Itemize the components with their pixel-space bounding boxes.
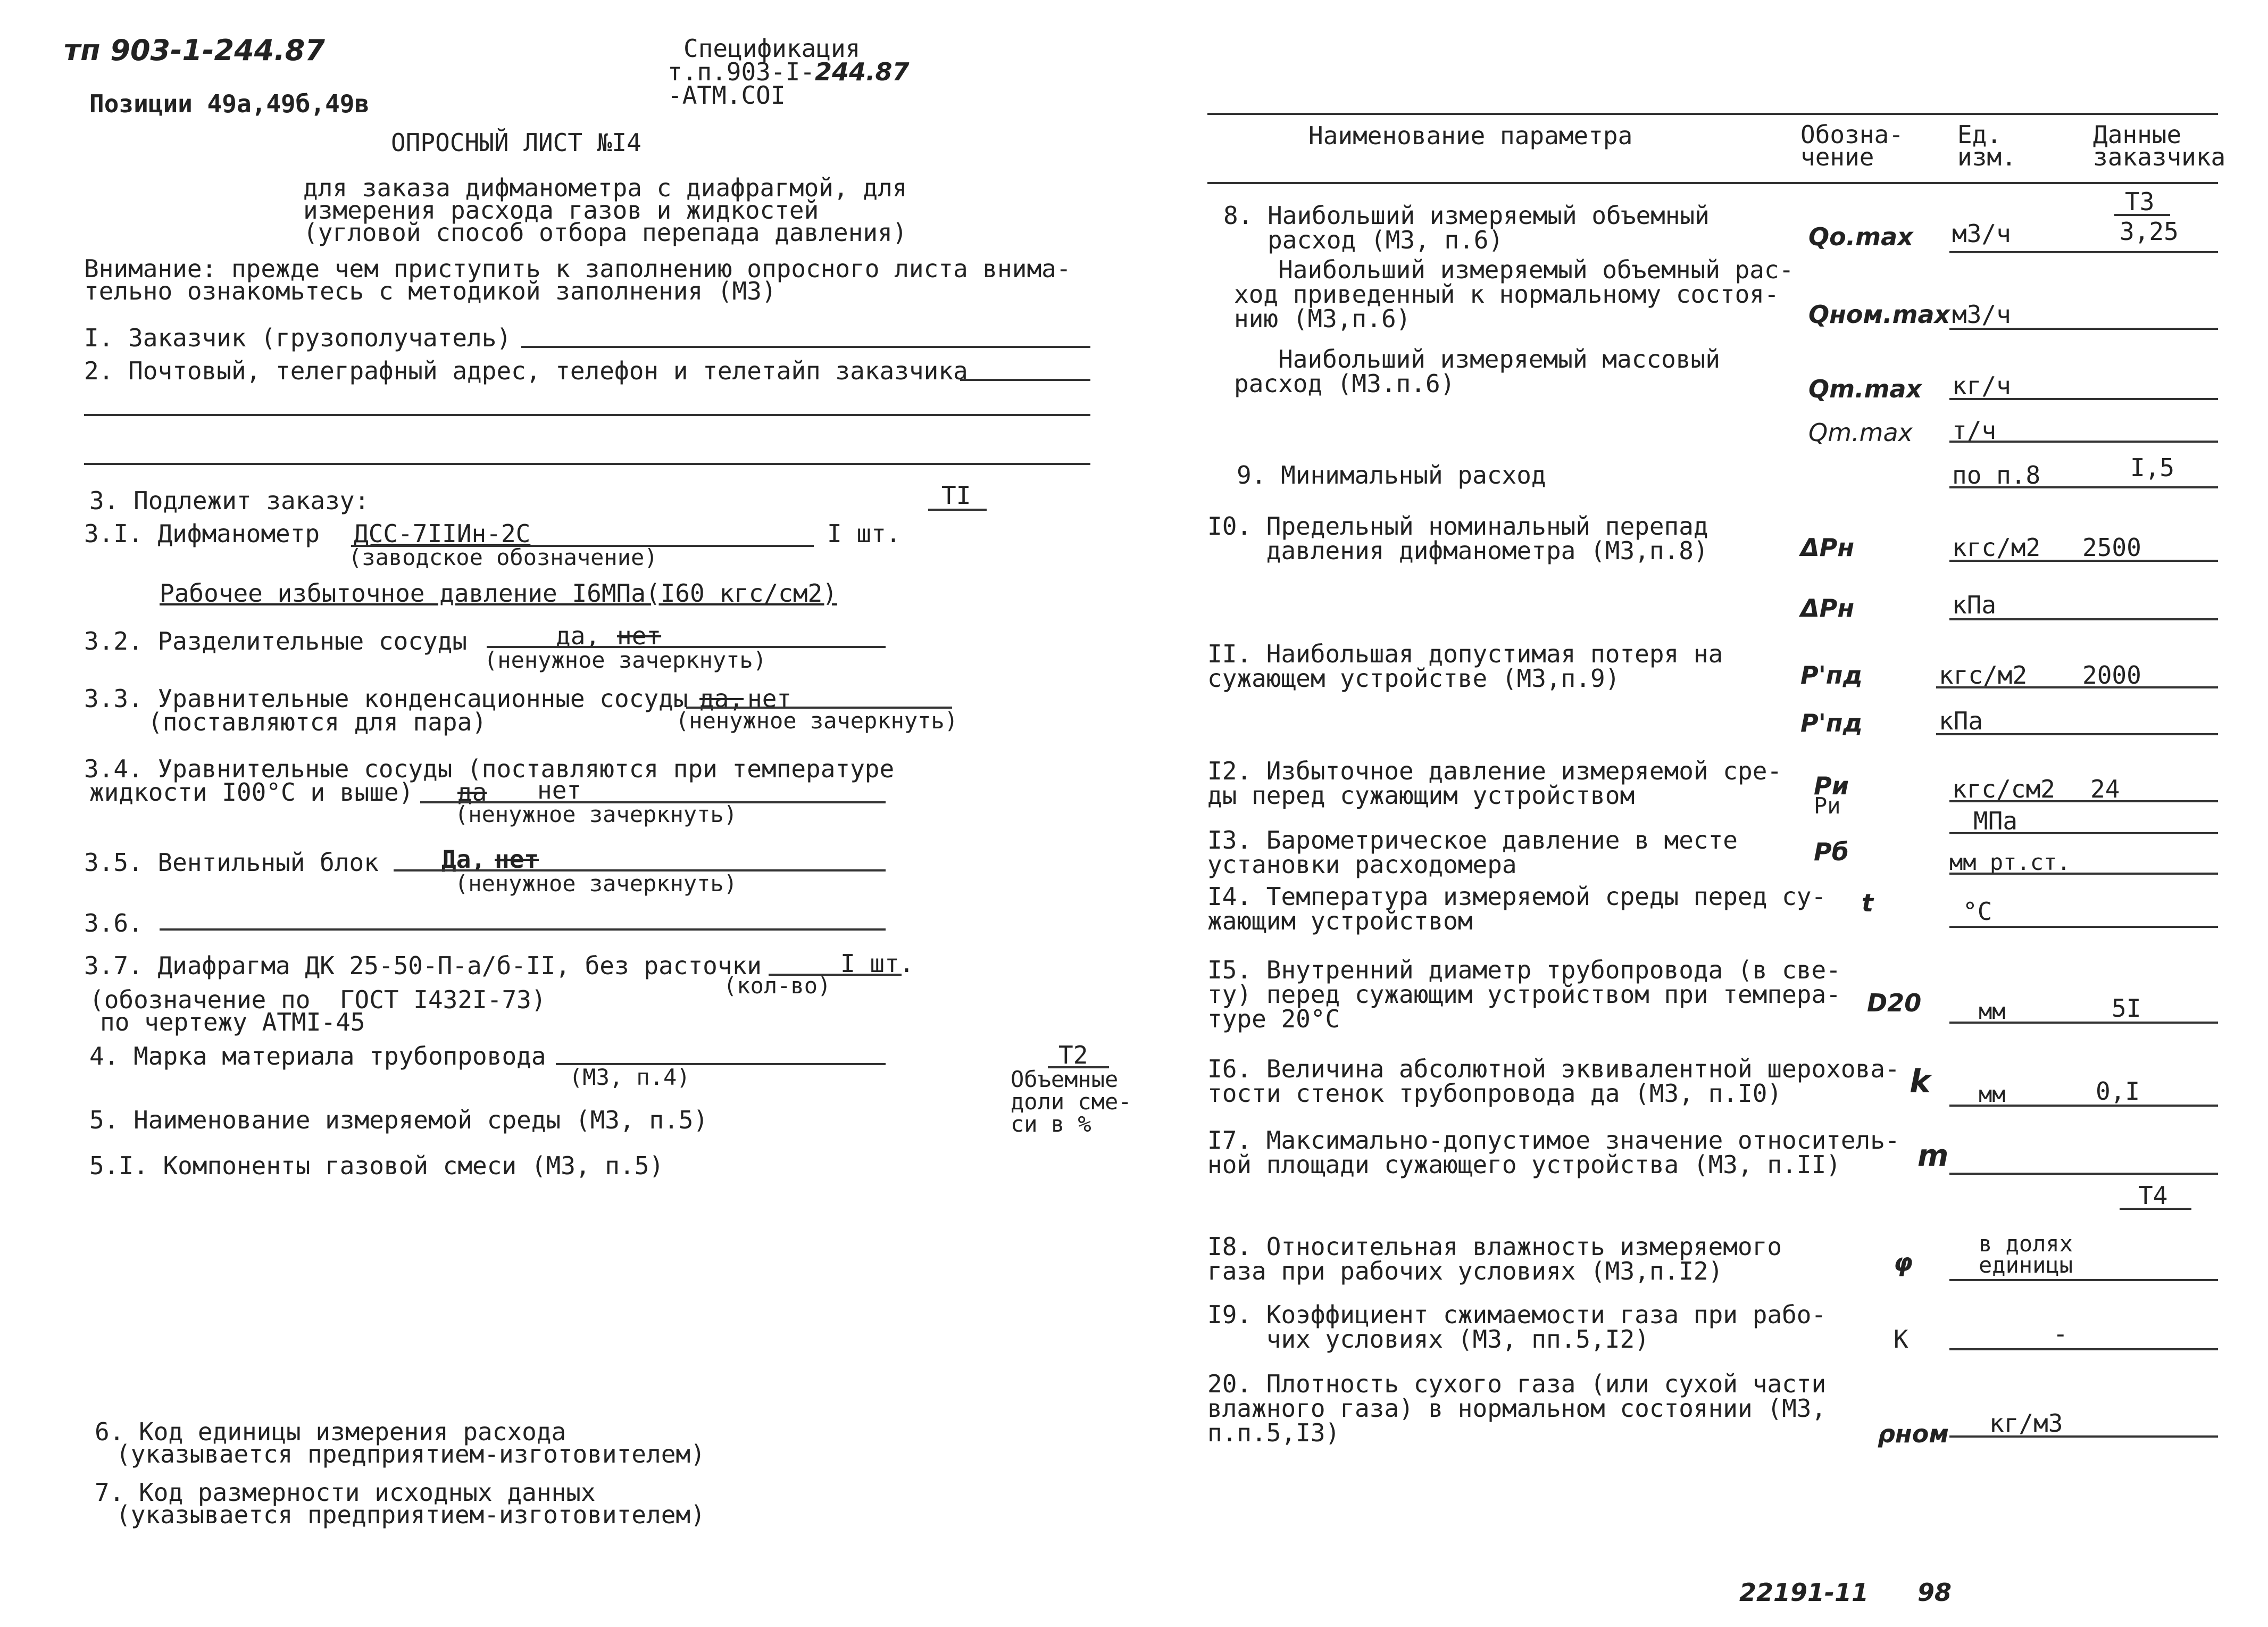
option-no: нет bbox=[747, 684, 792, 713]
table-marker-t2: T2 bbox=[1058, 1041, 1088, 1069]
row-10b-line bbox=[1949, 618, 2218, 620]
symbol-rho-nom: ρном bbox=[1878, 1420, 1949, 1448]
document-number: 22191-11 bbox=[1739, 1578, 1869, 1607]
unit-th: т/ч bbox=[1952, 416, 1997, 445]
row-10-line bbox=[1949, 560, 2218, 562]
unit-mpa: МПа bbox=[1973, 807, 2018, 835]
difmanometer-model: ДСС-7IIИн-2С bbox=[354, 519, 531, 548]
row-13-barometric: I3. Барометрическое давление в месте установки расходомера bbox=[1207, 826, 1738, 879]
diaphragm-qty: I шт. bbox=[840, 949, 914, 978]
row-8-line bbox=[1949, 251, 2218, 253]
symbol-p-b: Pб bbox=[1814, 837, 1849, 866]
option-yes-struck: да, bbox=[699, 684, 744, 713]
value-pressure-drop: 2500 bbox=[2082, 533, 2141, 562]
row-12-excess-pressure: I2. Избыточное давление измеряемой сре- ды перед сужающим устройством bbox=[1207, 757, 1782, 810]
drawing-reference: по чертежу АТМI-45 bbox=[100, 1008, 365, 1036]
row-8-mass-flow: Наибольший измеряемый массовый расход (МЗ.п.6) bbox=[1234, 345, 1720, 398]
row-14-temperature: I4. Температура измеряемой среды перед су- жающим устройством bbox=[1207, 882, 1827, 935]
value-max-flow: 3,25 bbox=[2120, 217, 2179, 246]
row-20-line bbox=[1949, 1435, 2218, 1438]
symbol-delta-p-n: ΔPн bbox=[1800, 533, 1855, 562]
page-number: 98 bbox=[1917, 1578, 1952, 1607]
row-16-roughness: I6. Величина абсолютной эквивалентной шерохова- тости стенок трубопровода да (МЗ, п.I0) bbox=[1207, 1055, 1900, 1108]
unit-kgf-cm2: кгс/см2 bbox=[1952, 775, 2055, 803]
item-3-order: 3. Подлежит заказу: bbox=[89, 486, 370, 515]
row-8b-line bbox=[1949, 328, 2218, 330]
t3-underline bbox=[2114, 214, 2170, 216]
item-6-note: (указывается предприятием-изготовителем) bbox=[116, 1440, 705, 1468]
item-6-flow-unit-code: 6. Код единицы измерения расхода bbox=[95, 1417, 566, 1446]
option-yes: Да, bbox=[441, 845, 486, 874]
unit-mm-hg: мм рт.ст. bbox=[1949, 849, 2071, 875]
table-marker-t4: T4 bbox=[2138, 1181, 2168, 1210]
item-3-4-line-2: жидкости I00°С и выше) bbox=[89, 778, 414, 807]
unit-celsius: °С bbox=[1963, 897, 1992, 926]
option-yes: да, bbox=[556, 621, 601, 650]
spec-number-2: -АТМ.СОI bbox=[668, 81, 786, 110]
working-pressure: Рабочее избыточное давление I6МПа(I60 кгс/см2) bbox=[160, 579, 837, 608]
positions-label: Позиции 49а,49б,49в bbox=[89, 89, 370, 118]
item-2-address: 2. Почтовый, телеграфный адрес, телефон и телетайп заказчика bbox=[84, 356, 968, 385]
unit-mm: мм bbox=[1979, 1081, 2006, 1107]
symbol-m: m bbox=[1917, 1139, 1949, 1173]
t4-underline bbox=[2120, 1208, 2191, 1210]
table-top-rule bbox=[1207, 113, 2218, 115]
symbol-p-pd: P'пд bbox=[1800, 661, 1863, 690]
unit-per-p8: по п.8 bbox=[1952, 461, 2041, 489]
symbol-d20: D20 bbox=[1867, 989, 1922, 1017]
strike-hint: (ненужное зачеркнуть) bbox=[455, 801, 738, 827]
spec-number: т.п.903-I-244.87 bbox=[668, 57, 910, 86]
difmanometer-qty: I шт. bbox=[827, 519, 901, 548]
field-line-address-3[interactable] bbox=[84, 463, 1090, 465]
col-header-unit: Ед. изм. bbox=[1957, 120, 2016, 171]
row-17-line bbox=[1949, 1173, 2218, 1175]
symbol-delta-p-n-kpa: ΔPн bbox=[1800, 594, 1855, 622]
row-14-line bbox=[1949, 926, 2218, 928]
value-roughness: 0,I bbox=[2096, 1077, 2140, 1106]
option-no: нет bbox=[537, 776, 582, 804]
symbol-k: k bbox=[1910, 1063, 1931, 1100]
handwritten-project-code: тп 903-1-244.87 bbox=[64, 34, 325, 67]
qty-hint: (кол-во) bbox=[723, 973, 831, 999]
symbol-phi: φ bbox=[1894, 1248, 1913, 1277]
symbol-q-o-max: Qo.max bbox=[1808, 222, 1913, 251]
row-8-volume-flow: 8. Наибольший измеряемый объемный расход (МЗ, п.6) bbox=[1223, 201, 1710, 254]
option-no-struck: нет bbox=[617, 621, 662, 650]
symbol-t: t bbox=[1862, 889, 1873, 917]
field-line-3-6[interactable] bbox=[160, 928, 886, 931]
row-10-pressure-drop: I0. Предельный номинальный перепад давления дифманометра (МЗ,п.8) bbox=[1207, 512, 1708, 565]
row-13-line bbox=[1949, 873, 2218, 875]
item-5-1-gas-components: 5.I. Компоненты газовой смеси (МЗ, п.5) bbox=[89, 1151, 664, 1180]
row-18-humidity: I8. Относительная влажность измеряемого газа при рабочих условиях (МЗ,п.I2) bbox=[1207, 1232, 1782, 1285]
t1-underline bbox=[928, 509, 987, 511]
row-11-line bbox=[1936, 686, 2218, 688]
unit-kpa: кПа bbox=[1939, 707, 1983, 735]
table-marker-t1: TI bbox=[941, 481, 971, 510]
value-excess-pressure: 24 bbox=[2090, 775, 2120, 803]
row-8d-line bbox=[1949, 441, 2218, 443]
for-steam-note: (поставляются для пара) bbox=[148, 708, 487, 736]
page-title: ОПРОСНЫЙ ЛИСТ №I4 bbox=[391, 128, 641, 157]
value-min-flow: I,5 bbox=[2130, 453, 2175, 482]
option-yes-struck: да bbox=[457, 778, 487, 807]
value-max-loss: 2000 bbox=[2082, 661, 2141, 690]
value-compressibility: - bbox=[2053, 1319, 2068, 1348]
row-11-max-loss: II. Наибольшая допустимая потеря на сужающем устройстве (МЗ,п.9) bbox=[1207, 640, 1723, 693]
symbol-q-nom-max: Qном.max bbox=[1808, 300, 1950, 329]
item-3-1-difmanometer: 3.I. Дифманометр bbox=[84, 519, 320, 548]
symbol-q-m-max: Qm.max bbox=[1808, 375, 1922, 403]
item-3-3-condensation-vessels: 3.3. Уравнительные конденсационные сосуды bbox=[84, 684, 688, 713]
strike-hint: (ненужное зачеркнуть) bbox=[484, 647, 767, 673]
spec-label: Спецификация bbox=[683, 34, 861, 63]
factory-designation-hint: (заводское обозначение) bbox=[348, 544, 658, 570]
unit-m3h: м3/ч bbox=[1952, 300, 2011, 329]
option-no-struck: нет bbox=[495, 845, 539, 874]
row-16-line bbox=[1949, 1105, 2218, 1107]
item-4-pipe-material: 4. Марка материала трубопровода bbox=[89, 1042, 546, 1070]
symbol-p-i: Pи bbox=[1814, 771, 1849, 800]
symbol-p-pd-kpa: P'пд bbox=[1800, 709, 1863, 737]
row-17-relative-area: I7. Максимально-допустимое значение относитель- ной площади сужающего устройства (МЗ, п.II) bbox=[1207, 1126, 1900, 1179]
unit-kgf-m2: кгс/м2 bbox=[1952, 533, 2041, 562]
col-header-customer-data: Данные заказчика bbox=[2093, 120, 2226, 171]
row-9-min-flow: 9. Минимальный расход bbox=[1237, 461, 1546, 489]
row-15-inner-diameter: I5. Внутренний диаметр трубопровода (в све- ту) перед сужающим устройством при темпера- туре 20°С bbox=[1207, 956, 1841, 1033]
row-8c-line bbox=[1949, 398, 2218, 400]
unit-kpa: кПа bbox=[1952, 591, 1997, 619]
row-8-normal-flow: Наибольший измеряемый объемный рас- ход приведенный к нормальному состоя- нию (МЗ,п.6) bbox=[1234, 255, 1794, 333]
item-3-7-diaphragm: 3.7. Диафрагма ДК 25-50-П-а/б-II, без расточки bbox=[84, 951, 762, 980]
gost-reference: (обозначение по ГОСТ I432I-73) bbox=[89, 985, 546, 1014]
subtitle-line-3: (угловой способ отбора перепада давления) bbox=[303, 218, 907, 247]
item-3-5-valve-block: 3.5. Вентильный блок bbox=[84, 848, 379, 877]
row-19-compressibility: I9. Коэффициент сжимаемости газа при рабо- чих условиях (МЗ, пп.5,I2) bbox=[1207, 1300, 1827, 1354]
symbol-k-upper: К bbox=[1894, 1325, 1908, 1354]
unit-m3h: м3/ч bbox=[1952, 219, 2011, 248]
row-11b-line bbox=[1936, 733, 2218, 735]
item-1-customer: I. Заказчик (грузополучатель) bbox=[84, 323, 512, 352]
strike-hint: (ненужное зачеркнуть) bbox=[676, 708, 958, 734]
item-7-dimension-code: 7. Код размерности исходных данных bbox=[95, 1478, 596, 1507]
row-20-dry-gas-density: 20. Плотность сухого газа (или сухой части влажного газа) в нормальном состоянии (МЗ, п.п.5,I3) bbox=[1207, 1369, 1827, 1447]
unit-kgh: кг/ч bbox=[1952, 371, 2011, 400]
table-header-rule bbox=[1207, 182, 2218, 184]
unit-fraction: в долях единицы bbox=[1979, 1231, 2073, 1278]
row-12-line bbox=[1949, 800, 2218, 802]
field-line-address-2[interactable] bbox=[84, 414, 1090, 416]
row-9-line bbox=[1949, 486, 2218, 488]
mz-reference: (МЗ, п.4) bbox=[569, 1064, 690, 1090]
item-3-4-equalizing-vessels: 3.4. Уравнительные сосуды (поставляются при температуре bbox=[84, 754, 895, 783]
row-12b-line bbox=[1949, 832, 2218, 834]
subtitle-line-1: для заказа дифманометра с диафрагмой, для bbox=[303, 173, 907, 202]
table-marker-t3: T3 bbox=[2125, 187, 2155, 216]
unit-kgf-m2: кгс/м2 bbox=[1939, 661, 2028, 690]
col-header-symbol: Обозна- чение bbox=[1800, 120, 1904, 171]
attention-line-2: тельно ознакомьтесь с методикой заполнения (МЗ) bbox=[84, 277, 777, 305]
subtitle-line-2: измерения расхода газов и жидкостей bbox=[303, 196, 819, 225]
unit-mm: мм bbox=[1979, 998, 2006, 1024]
item-3-2-separating-vessels: 3.2. Разделительные сосуды bbox=[84, 627, 468, 655]
row-15-line bbox=[1949, 1022, 2218, 1024]
item-3-6: 3.6. bbox=[84, 909, 143, 937]
field-line-address[interactable] bbox=[960, 379, 1090, 381]
row-19-line bbox=[1949, 1348, 2218, 1350]
value-inner-diameter: 5I bbox=[2112, 994, 2141, 1023]
symbol-p-i-typed: Ри bbox=[1814, 793, 1841, 819]
attention-line-1: Внимание: прежде чем приступить к заполнению опросного листа внима- bbox=[84, 254, 1071, 283]
unit-kg-m3: кг/м3 bbox=[1989, 1409, 2063, 1438]
field-line-customer[interactable] bbox=[521, 346, 1090, 348]
item-5-medium-name: 5. Наименование измеряемой среды (МЗ, п.5) bbox=[89, 1106, 708, 1134]
t2-description: Объемные доли сме- си в % bbox=[1011, 1066, 1132, 1137]
col-header-parameter: Наименование параметра bbox=[1308, 121, 1633, 150]
strike-hint: (ненужное зачеркнуть) bbox=[455, 870, 738, 896]
item-7-note: (указывается предприятием-изготовителем) bbox=[116, 1500, 705, 1529]
row-18-line bbox=[1949, 1279, 2218, 1281]
symbol-q-m-max-t: Qm.max bbox=[1808, 418, 1913, 447]
